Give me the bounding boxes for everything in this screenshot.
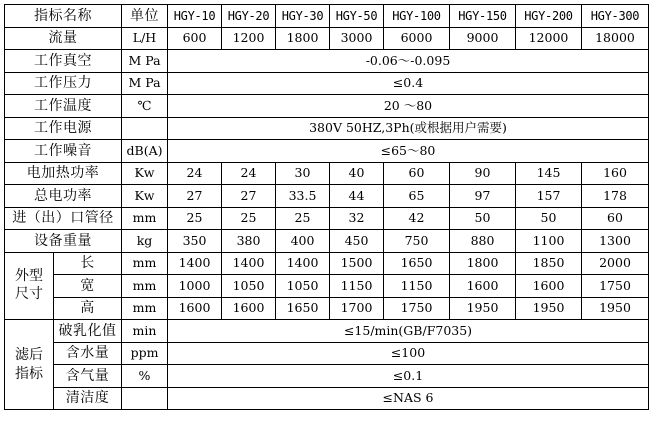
spec-row: [5, 185, 649, 208]
row-label: 电加热功率: [5, 162, 122, 185]
filter-row: [5, 320, 649, 343]
row-value: 880: [450, 230, 516, 253]
dimension-label: 长: [54, 252, 122, 275]
row-span-value: ≤65～80: [168, 140, 649, 163]
dimension-value: 1700: [330, 297, 384, 320]
row-label: 工作电源: [5, 117, 122, 140]
row-value: 40: [330, 162, 384, 185]
row-value: 400: [276, 230, 330, 253]
row-unit: M Pa: [122, 72, 168, 95]
row-value: 18000: [582, 27, 649, 50]
dimension-value: 1650: [276, 297, 330, 320]
row-value: 33.5: [276, 185, 330, 208]
filter-label: 含气量: [54, 365, 122, 388]
row-value: 25: [168, 207, 222, 230]
row-value: 32: [330, 207, 384, 230]
row-value: 160: [582, 162, 649, 185]
row-unit: Kw: [122, 185, 168, 208]
header-label: 指标名称: [5, 5, 122, 28]
row-label: 进（出）口管径: [5, 207, 122, 230]
dimension-value: 1750: [384, 297, 450, 320]
dimension-row: [5, 252, 649, 275]
row-label: 设备重量: [5, 230, 122, 253]
row-unit: mm: [122, 207, 168, 230]
dimension-label: 宽: [54, 275, 122, 298]
dimension-row: [5, 297, 649, 320]
model-header: HGY-300: [582, 5, 649, 28]
filter-unit: %: [122, 365, 168, 388]
row-value: 50: [450, 207, 516, 230]
row-value: 97: [450, 185, 516, 208]
dimension-value: 2000: [582, 252, 649, 275]
row-value: 350: [168, 230, 222, 253]
filter-label: 破乳化值: [54, 320, 122, 343]
dimensions-group-label: 外型 尺寸: [5, 252, 54, 320]
dimension-value: 1050: [222, 275, 276, 298]
row-value: 90: [450, 162, 516, 185]
dimension-value: 1950: [450, 297, 516, 320]
filter-unit: min: [122, 320, 168, 343]
spec-row: [5, 162, 649, 185]
row-value: 24: [222, 162, 276, 185]
spec-row: [5, 72, 649, 95]
row-value: 24: [168, 162, 222, 185]
row-unit: dB(A): [122, 140, 168, 163]
row-value: 380: [222, 230, 276, 253]
row-value: 145: [516, 162, 582, 185]
model-header: HGY-50: [330, 5, 384, 28]
dimension-value: 1600: [168, 297, 222, 320]
row-span-value: -0.06～-0.095: [168, 50, 649, 73]
row-value: 44: [330, 185, 384, 208]
filter-span-value: ≤0.1: [168, 365, 649, 388]
row-value: 1800: [276, 27, 330, 50]
model-header: HGY-100: [384, 5, 450, 28]
filter-unit: ppm: [122, 342, 168, 365]
dimension-value: 1600: [222, 297, 276, 320]
filter-unit: [122, 387, 168, 410]
spec-row: [5, 140, 649, 163]
model-header: HGY-30: [276, 5, 330, 28]
row-label: 总电功率: [5, 185, 122, 208]
filter-span-value: ≤NAS 6: [168, 387, 649, 410]
spec-row: [5, 95, 649, 118]
filter-label: 清洁度: [54, 387, 122, 410]
row-unit: ℃: [122, 95, 168, 118]
filter-row: [5, 365, 649, 388]
model-header: HGY-200: [516, 5, 582, 28]
dimension-value: 1150: [384, 275, 450, 298]
spec-row: [5, 117, 649, 140]
dimension-value: 1650: [384, 252, 450, 275]
row-unit: L/H: [122, 27, 168, 50]
spec-row: [5, 50, 649, 73]
row-unit: [122, 117, 168, 140]
filter-group-label: 滤后 指标: [5, 320, 54, 410]
dimension-row: [5, 275, 649, 298]
row-unit: Kw: [122, 162, 168, 185]
row-value: 600: [168, 27, 222, 50]
header-row: [5, 5, 649, 28]
header-unit: 单位: [122, 5, 168, 28]
dimension-value: 1000: [168, 275, 222, 298]
row-span-value: 20 ～80: [168, 95, 649, 118]
row-span-value: 380V 50HZ,3Ph(或根据用户需要): [168, 117, 649, 140]
dimension-value: 1950: [516, 297, 582, 320]
row-label: 工作真空: [5, 50, 122, 73]
row-value: 450: [330, 230, 384, 253]
dimension-value: 1850: [516, 252, 582, 275]
dimension-unit: mm: [122, 252, 168, 275]
row-value: 9000: [450, 27, 516, 50]
row-value: 750: [384, 230, 450, 253]
dimension-value: 1600: [450, 275, 516, 298]
row-value: 27: [168, 185, 222, 208]
dimension-unit: mm: [122, 297, 168, 320]
row-label: 工作噪音: [5, 140, 122, 163]
row-value: 27: [222, 185, 276, 208]
row-unit: M Pa: [122, 50, 168, 73]
dimension-value: 1400: [222, 252, 276, 275]
row-label: 流量: [5, 27, 122, 50]
model-header: HGY-20: [222, 5, 276, 28]
filter-label: 含水量: [54, 342, 122, 365]
filter-span-value: ≤100: [168, 342, 649, 365]
dimension-value: 1800: [450, 252, 516, 275]
dimension-value: 1050: [276, 275, 330, 298]
row-value: 50: [516, 207, 582, 230]
row-unit: kg: [122, 230, 168, 253]
row-value: 60: [582, 207, 649, 230]
model-header: HGY-10: [168, 5, 222, 28]
dimension-value: 1150: [330, 275, 384, 298]
row-value: 6000: [384, 27, 450, 50]
dimension-value: 1750: [582, 275, 649, 298]
filter-row: [5, 387, 649, 410]
dimension-unit: mm: [122, 275, 168, 298]
row-value: 1300: [582, 230, 649, 253]
spec-row: [5, 27, 649, 50]
filter-span-value: ≤15/min(GB/F7035): [168, 320, 649, 343]
row-label: 工作温度: [5, 95, 122, 118]
row-value: 25: [222, 207, 276, 230]
row-value: 3000: [330, 27, 384, 50]
row-value: 157: [516, 185, 582, 208]
row-span-value: ≤0.4: [168, 72, 649, 95]
dimension-value: 1950: [582, 297, 649, 320]
spec-table: [4, 4, 649, 410]
row-value: 12000: [516, 27, 582, 50]
row-value: 42: [384, 207, 450, 230]
dimension-value: 1400: [276, 252, 330, 275]
model-header: HGY-150: [450, 5, 516, 28]
row-value: 25: [276, 207, 330, 230]
dimension-value: 1400: [168, 252, 222, 275]
row-value: 65: [384, 185, 450, 208]
row-label: 工作压力: [5, 72, 122, 95]
dimension-label: 高: [54, 297, 122, 320]
filter-row: [5, 342, 649, 365]
spec-row: [5, 230, 649, 253]
row-value: 1200: [222, 27, 276, 50]
spec-row: [5, 207, 649, 230]
row-value: 1100: [516, 230, 582, 253]
row-value: 30: [276, 162, 330, 185]
dimension-value: 1600: [516, 275, 582, 298]
dimension-value: 1500: [330, 252, 384, 275]
row-value: 178: [582, 185, 649, 208]
row-value: 60: [384, 162, 450, 185]
